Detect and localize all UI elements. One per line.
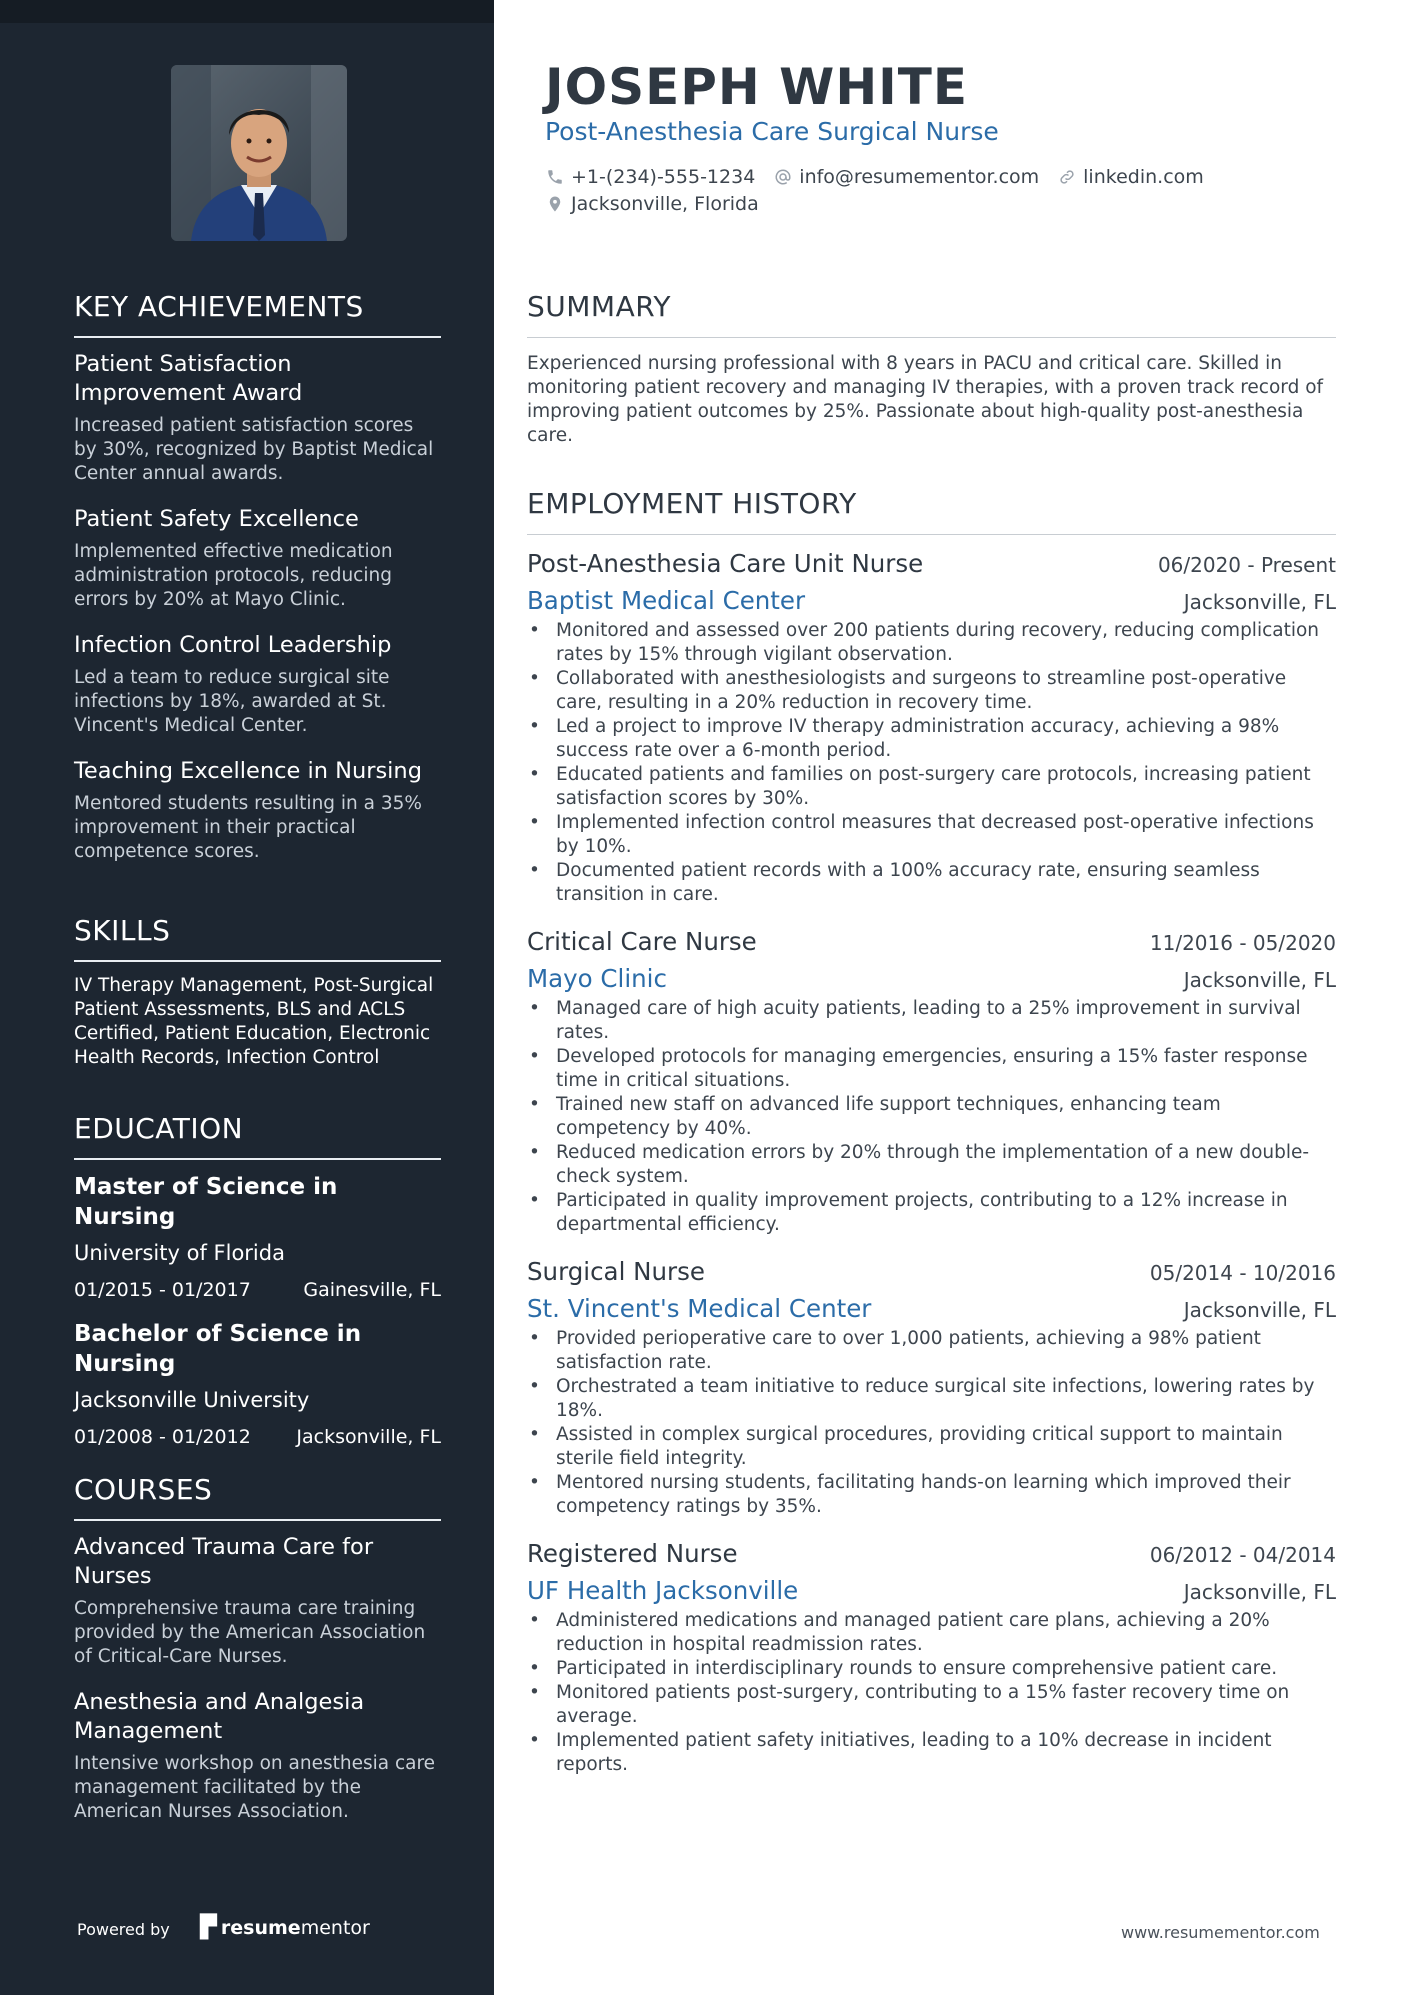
job-location: Jacksonville, FL [1183, 590, 1336, 614]
candidate-title: Post-Anesthesia Care Surgical Nurse [545, 117, 999, 146]
education-section [74, 1112, 441, 1466]
skills-section [74, 914, 441, 1070]
phone-text: +1-(234)-555-1234 [571, 165, 756, 188]
job-location: Jacksonville, FL [1183, 968, 1336, 992]
achievements-heading: KEY ACHIEVEMENTS [74, 290, 441, 338]
course-item [74, 1533, 441, 1669]
education-heading: EDUCATION [74, 1112, 441, 1160]
education-item [74, 1172, 441, 1301]
achievement-item [74, 505, 441, 612]
courses-section [74, 1473, 441, 1843]
job-bullets [527, 1609, 1336, 1777]
education-item [74, 1319, 441, 1448]
achievement-desc: Led a team to reduce surgical site infections by 18%, awarded at St. Vincent's Medical Center. [74, 667, 390, 736]
job-entry [527, 549, 1336, 907]
job-bullet: • Educated patients and families on post-surgery care protocols, increasing patient satisfaction scores by 30%. [527, 763, 1336, 811]
employment-section [527, 487, 1336, 1787]
achievement-item [74, 757, 441, 864]
location-pin-icon [545, 194, 565, 214]
job-location: Jacksonville, FL [1183, 1580, 1336, 1604]
course-title: Advanced Trauma Care for Nurses [74, 1534, 374, 1589]
achievement-item [74, 350, 441, 486]
summary-section [527, 290, 1336, 448]
linkedin-text: linkedin.com [1083, 165, 1204, 188]
achievement-desc: Increased patient satisfaction scores by 30%, recognized by Baptist Medical Center annual awards. [74, 415, 434, 484]
logo-text-light: mentor [300, 1916, 370, 1939]
job-title: Post-Anesthesia Care Unit Nurse [527, 549, 924, 578]
achievement-title: Patient Safety Excellence [74, 506, 359, 532]
phone-icon [545, 167, 565, 187]
course-desc: Intensive workshop on anesthesia care management facilitated by the American Nurses Association. [74, 1753, 436, 1822]
job-bullet: • Developed protocols for managing emergencies, ensuring a 15% faster response time in critical situations. [527, 1045, 1336, 1093]
achievement-desc: Implemented effective medication administration protocols, reducing errors by 20% at Mayo Clinic. [74, 541, 393, 610]
job-company: Mayo Clinic [527, 964, 667, 993]
job-bullet: • Managed care of high acuity patients, leading to a 25% improvement in survival rates. [527, 997, 1336, 1045]
summary-heading: SUMMARY [527, 290, 1336, 338]
profile-photo [171, 65, 347, 241]
summary-text: Experienced nursing professional with 8 years in PACU and critical care. Skilled in monitoring patient recovery and managing IV therapies, with a proven track record of improving patient outcomes by 25%. Passionate about high-quality post-anesthesia care. [527, 353, 1324, 446]
achievement-title: Infection Control Leadership [74, 632, 392, 658]
job-bullet: • Provided perioperative care to over 1,000 patients, achieving a 98% patient satisfaction rate. [527, 1327, 1336, 1375]
job-title: Registered Nurse [527, 1539, 738, 1568]
job-bullet: • Administered medications and managed patient care plans, achieving a 20% reduction in hospital readmission rates. [527, 1609, 1336, 1657]
job-bullet: • Assisted in complex surgical procedures, providing critical support to maintain sterile field integrity. [527, 1423, 1336, 1471]
job-bullets [527, 1327, 1336, 1519]
job-bullets [527, 619, 1336, 907]
education-location: Gainesville, FL [303, 1279, 441, 1301]
course-desc: Comprehensive trauma care training provided by the American Association of Critical-Care Nurses. [74, 1598, 426, 1667]
education-location: Jacksonville, FL [296, 1426, 441, 1448]
job-bullet: • Monitored and assessed over 200 patients during recovery, reducing complication rates by 15% through vigilant observation. [527, 619, 1336, 667]
contact-linkedin[interactable] [1057, 166, 1204, 188]
education-degree: Bachelor of Science in Nursing [74, 1321, 362, 1377]
skills-heading: SKILLS [74, 914, 441, 962]
job-bullet: • Orchestrated a team initiative to reduce surgical site infections, lowering rates by 18%. [527, 1375, 1336, 1423]
email-text: info@resumementor.com [799, 165, 1040, 188]
job-dates: 06/2020 - Present [1157, 553, 1336, 577]
location-text: Jacksonville, Florida [571, 192, 759, 215]
contact-info [545, 163, 1222, 217]
job-dates: 06/2012 - 04/2014 [1149, 1543, 1336, 1567]
job-bullet: • Led a project to improve IV therapy administration accuracy, achieving a 98% success rate over a 6-month period. [527, 715, 1336, 763]
course-title: Anesthesia and Analgesia Management [74, 1689, 365, 1744]
at-sign-icon [773, 167, 793, 187]
contact-location [545, 193, 759, 215]
skills-text: IV Therapy Management, Post-Surgical Patient Assessments, BLS and ACLS Certified, Patient Education, Electronic Health Records, Infection Control [74, 975, 434, 1068]
candidate-name: JOSEPH WHITE [545, 58, 969, 116]
course-item [74, 1688, 441, 1824]
achievement-title: Patient Satisfaction Improvement Award [74, 351, 303, 406]
job-location: Jacksonville, FL [1183, 1298, 1336, 1322]
education-school: Jacksonville University [74, 1388, 310, 1412]
job-dates: 11/2016 - 05/2020 [1149, 931, 1336, 955]
achievement-title: Teaching Excellence in Nursing [74, 758, 422, 784]
education-school: University of Florida [74, 1241, 285, 1265]
contact-email[interactable] [773, 166, 1039, 188]
job-bullet: • Participated in interdisciplinary rounds to ensure comprehensive patient care. [527, 1657, 1336, 1681]
achievement-desc: Mentored students resulting in a 35% improvement in their practical competence scores. [74, 793, 422, 862]
job-bullet: • Collaborated with anesthesiologists and surgeons to streamline post-operative care, resulting in a 20% reduction in recovery time. [527, 667, 1336, 715]
job-entry [527, 1539, 1336, 1777]
job-entry [527, 927, 1336, 1237]
job-bullet: • Monitored patients post-surgery, contributing to a 15% faster recovery time on average. [527, 1681, 1336, 1729]
job-bullet: • Trained new staff on advanced life support techniques, enhancing team competency by 40%. [527, 1093, 1336, 1141]
job-entry [527, 1257, 1336, 1519]
job-company: UF Health Jacksonville [527, 1576, 799, 1605]
link-icon [1057, 167, 1077, 187]
job-bullets [527, 997, 1336, 1237]
powered-by-label: Powered by [77, 1920, 170, 1939]
achievements-section [74, 290, 441, 883]
education-degree: Master of Science in Nursing [74, 1174, 338, 1230]
job-dates: 05/2014 - 10/2016 [1149, 1261, 1336, 1285]
employment-heading: EMPLOYMENT HISTORY [527, 487, 1336, 535]
footer-url-link[interactable]: www.resumementor.com [1121, 1923, 1320, 1942]
job-title: Critical Care Nurse [527, 927, 757, 956]
job-bullet: • Implemented patient safety initiatives, leading to a 10% decrease in incident reports. [527, 1729, 1336, 1777]
job-title: Surgical Nurse [527, 1257, 705, 1286]
job-bullet: • Participated in quality improvement projects, contributing to a 12% increase in departmental efficiency. [527, 1189, 1336, 1237]
logo-mark-icon: ▛ [200, 1915, 217, 1940]
courses-heading: COURSES [74, 1473, 441, 1521]
sidebar-top-bar [0, 0, 494, 23]
education-dates: 01/2008 - 01/2012 [74, 1426, 251, 1448]
job-company: Baptist Medical Center [527, 586, 806, 615]
job-bullet: • Mentored nursing students, facilitating hands-on learning which improved their competency ratings by 35%. [527, 1471, 1336, 1519]
logo-text-bold: resume [220, 1916, 301, 1939]
job-bullet: • Documented patient records with a 100% accuracy rate, ensuring seamless transition in care. [527, 859, 1336, 907]
job-company: St. Vincent's Medical Center [527, 1294, 872, 1323]
resumementor-logo[interactable] [200, 1915, 370, 1940]
job-bullet: • Reduced medication errors by 20% through the implementation of a new double-check system. [527, 1141, 1336, 1189]
sidebar [0, 0, 494, 1995]
contact-phone[interactable] [545, 166, 755, 188]
education-dates: 01/2015 - 01/2017 [74, 1279, 251, 1301]
job-bullet: • Implemented infection control measures that decreased post-operative infections by 10%. [527, 811, 1336, 859]
achievement-item [74, 631, 441, 738]
